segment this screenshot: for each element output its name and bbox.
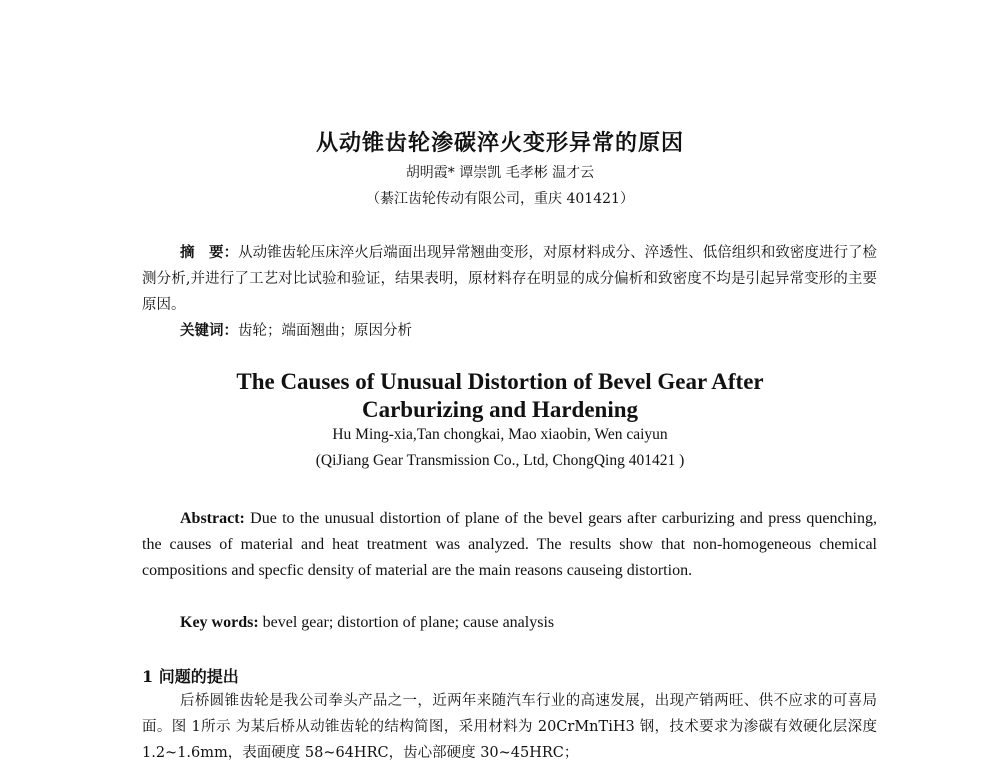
- chinese-title: 从动锥齿轮渗碳淬火变形异常的原因: [315, 130, 684, 156]
- chinese-abstract-text: 从动锥齿轮压床淬火后端面出现异常翘曲变形，对原材料成分、淬透性、低倍组织和致密度进行了检测分析,并进行了工艺对比试验和验证，结果表明，原材料存在明显的成分偏析和致密度不均是引起异常变形的主要原因。: [142, 245, 878, 313]
- chinese-authors: 胡明霞* 谭崇凯 毛孝彬 温才云: [405, 165, 595, 181]
- section-1-heading: 1 问题的提出: [142, 667, 239, 686]
- english-authors: Hu Ming-xia,Tan chongkai, Mao xiaobin, Wen caiyun: [332, 426, 668, 443]
- english-title-line2: Carburizing and Hardening: [361, 397, 639, 422]
- english-abstract-label: Abstract:: [180, 510, 245, 527]
- chinese-affiliation: （綦江齿轮传动有限公司，重庆 401421）: [366, 191, 634, 207]
- chinese-keywords: [142, 318, 877, 344]
- english-abstract: [142, 506, 877, 584]
- chinese-abstract: [142, 240, 877, 318]
- section-1-paragraph: 后桥圆锥齿轮是我公司拳头产品之一，近两年来随汽车行业的高速发展，出现产销两旺、供不应求的可喜局面。图 1所示 为某后桥从动锥齿轮的结构简图，采用材料为 20CrMnTiH3 钢，技术要求为渗碳有效硬化层深度 1.2~1.6mm，表面硬度 58~64HRC，齿心部硬度 30~45HRC；: [142, 693, 877, 761]
- chinese-abstract-label: 摘 要：: [180, 244, 239, 261]
- english-title: [0, 368, 1000, 424]
- english-keywords-text: bevel gear; distortion of plane; cause analysis: [262, 614, 555, 631]
- english-title-line1: The Causes of Unusual Distortion of Bevel Gear After: [236, 369, 764, 394]
- english-abstract-text: Due to the unusual distortion of plane of the bevel gears after carburizing and press quenching, the causes of material and heat treatment was analyzed. The results show that non-homogeneous chemical compositions and specfic density of material are the main reasons causeing distortion.: [142, 510, 878, 579]
- english-affiliation: (QiJiang Gear Transmission Co., Ltd, ChongQing 401421 ): [315, 452, 685, 469]
- english-keywords: [142, 610, 877, 636]
- chinese-keywords-label: 关键词：: [180, 322, 238, 339]
- chinese-keywords-text: 齿轮；端面翘曲；原因分析: [238, 323, 412, 339]
- english-keywords-label: Key words:: [180, 614, 259, 631]
